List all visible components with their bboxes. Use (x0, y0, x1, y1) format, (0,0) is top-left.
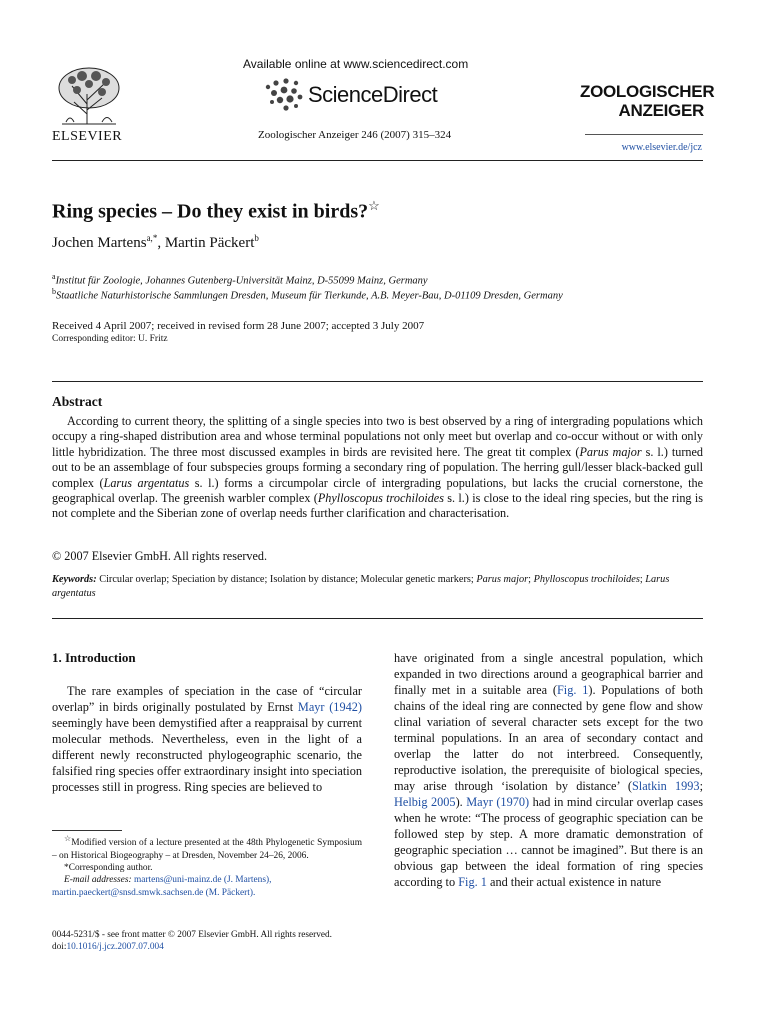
author-list (52, 233, 259, 252)
email-name-paeckert: (M. Päckert). (203, 887, 256, 898)
abstract-bottom-divider (52, 618, 703, 619)
abstract-body (52, 414, 703, 522)
journal-title (580, 82, 715, 120)
keyword-species: Phylloscopus trochiloides (533, 574, 640, 585)
intro-paragraph-1 (52, 683, 362, 795)
keywords-text: Circular overlap; Speciation by distance; Isolation by distance; Molecular genetic markers; (96, 574, 477, 585)
doi-line (52, 941, 332, 953)
footnotes (52, 833, 362, 899)
email-name-martens: (J. Martens), (221, 875, 272, 886)
journal-citation: Zoologischer Anzeiger 246 (2007) 315–324 (258, 129, 452, 141)
footnote-emails (52, 874, 362, 886)
author-1: Jochen Martens (52, 235, 147, 251)
publisher-name: ELSEVIER (52, 129, 123, 144)
journal-divider (585, 134, 703, 135)
affiliation-a-mark: a (52, 272, 56, 281)
species-name: Phylloscopus trochiloides (317, 491, 444, 506)
body-text: ). (455, 795, 467, 809)
abstract-heading: Abstract (52, 394, 103, 409)
available-online-text: Available online at www.sciencedirect.com (243, 57, 469, 71)
body-text: and their actual existence in nature (486, 875, 662, 889)
author-2-affil[interactable]: b (254, 233, 259, 243)
footnote-corresponding: *Corresponding author. (64, 862, 153, 873)
affiliation-b-text: Staatliche Naturhistorische Sammlungen Dresden, Museum für Tierkunde, A.B. Meyer-Bau, D-01109 Dresden, Germany (56, 290, 563, 302)
body-text: seemingly have been demystified after a reappraisal by current molecular methods. Nevertheless, even in the light of a different newly reconstructed phylogeographic scenario, the falsified ring species offer extraordinary insight into speciation processes still in progress. Ring species are believed to (52, 716, 362, 794)
article-title (52, 198, 380, 224)
keywords-label: Keywords: (52, 574, 97, 585)
abstract-text-4: s. l.) is close to the ideal ring species, but the ring is not complete and the Siberian zone of overlap needs further clarification and characterisation. (52, 491, 703, 521)
section-heading-introduction: 1. Introduction (52, 650, 136, 665)
figure-link[interactable]: Fig. 1 (458, 875, 487, 889)
affiliation-a (52, 272, 428, 287)
abstract-text-1: According to current theory, the splitting of a single species into two is best observed by a ring of intergrading populations which occupy a ring-shaped distribution area and whose terminal populations not only meet but overlap and co-occur without or with only little hybridization. The three most discussed examples in birds are revisited here. The great tit complex ( (52, 414, 703, 459)
citation-link[interactable]: Mayr (1942) (297, 700, 362, 714)
author-separator: , (157, 235, 165, 251)
body-text: ). Populations of both chains of the ideal ring are connected by gene flow and show clinal variation of several character sets except for the two terminal populations. In an area of secondary contact and overlap the latter do not interbreed. Consequently, reproductive isolation, the prerequisite of biological species, may arise through ‘isolation by distance’ ( (394, 683, 703, 793)
citation-link[interactable]: Mayr (1970) (466, 795, 530, 809)
sciencedirect-wordmark: ScienceDirect (308, 82, 438, 107)
body-text: ; (699, 779, 703, 793)
author-2: Martin Päckert (164, 235, 255, 251)
body-text: The rare examples of speciation in the case of “circular overlap” in birds originally postulated by Ernst (52, 684, 362, 714)
email-link-martens[interactable]: martens@uni-mainz.de (133, 875, 222, 886)
title-footnote-mark[interactable]: ☆ (368, 198, 380, 213)
page-footer (52, 929, 332, 953)
citation-link[interactable]: Slatkin 1993 (631, 779, 700, 793)
email-label: E-mail addresses: (64, 875, 132, 886)
doi-link[interactable]: 10.1016/j.jcz.2007.07.004 (66, 942, 164, 952)
abstract-text-2: s. l.) turned out to be an assemblage of four subspecies groups forming a secondary ring of population. The herring gull/lesser black-backed gull complex ( (52, 444, 703, 490)
footnote-mark: ☆ (64, 834, 72, 843)
abstract-top-divider (52, 381, 703, 382)
keywords-separator: ; (528, 574, 534, 585)
keywords (52, 573, 703, 600)
figure-link[interactable]: Fig. 1 (556, 683, 589, 697)
footnote-emails-continued (52, 887, 362, 899)
affiliation-b-mark: b (52, 287, 56, 296)
journal-title-line2: ANZEIGER (618, 101, 704, 120)
header-divider (52, 160, 703, 161)
species-name: Parus major (579, 444, 642, 459)
keyword-species: Larus argentatus (52, 574, 670, 599)
author-1-affil[interactable]: a, (146, 233, 153, 243)
intro-paragraph-continued (394, 650, 703, 890)
affiliation-b (52, 287, 563, 302)
journal-url-link[interactable]: www.elsevier.de/jcz (621, 142, 702, 153)
body-text: have originated from a single ancestral population, which expanded in two directions around a geographical barrier and finally met in a suitable area ( (394, 651, 703, 697)
page-header (0, 0, 768, 160)
abstract-copyright: © 2007 Elsevier GmbH. All rights reserved. (52, 549, 268, 563)
body-column-left (52, 683, 362, 795)
abstract-text-3: s. l.) forms a circumpolar circle of intergrading populations, but lacks the crucial cornerstone, the geographical overlap. The greenish warbler complex ( (52, 475, 704, 506)
citation-link[interactable]: Helbig 2005 (394, 795, 456, 809)
article-history: Received 4 April 2007; received in revised form 28 June 2007; accepted 3 July 2007 (52, 320, 425, 332)
species-name: Larus argentatus (103, 475, 190, 490)
front-matter-line: 0044-5231/$ - see front matter © 2007 Elsevier GmbH. All rights reserved. (52, 930, 332, 940)
journal-title-line1: ZOOLOGISCHER (580, 82, 715, 101)
email-link-paeckert[interactable]: martin.paeckert@snsd.smwk.sachsen.de (52, 887, 204, 898)
article-title-text: Ring species – Do they exist in birds? (52, 200, 369, 223)
keyword-species: Parus major (476, 574, 529, 585)
keywords-separator: ; (639, 574, 646, 585)
doi-label: doi: (52, 942, 67, 952)
body-text: had in mind circular overlap cases when he wrote: “The process of geographic speciation can be followed step by step. A more dramatic demonstration of geographic speciation … cannot be imagined”. But there is an obvious gap between the ideal formation of ring species according to (394, 795, 703, 889)
footnote-title (52, 833, 362, 862)
footnote-title-text: Modified version of a lecture presented at the 48th Phylogenetic Symposium – on Historical Biogeography – at Dresden, November 24–26, 2006. (52, 838, 362, 861)
body-column-right (394, 650, 703, 890)
footnote-divider (52, 830, 122, 831)
affiliation-a-text: Institut für Zoologie, Johannes Gutenberg-Universität Mainz, D-55099 Mainz, Germany (55, 275, 428, 287)
author-1-corresponding[interactable]: * (152, 233, 158, 243)
corresponding-editor: Corresponding editor: U. Fritz (52, 334, 168, 344)
